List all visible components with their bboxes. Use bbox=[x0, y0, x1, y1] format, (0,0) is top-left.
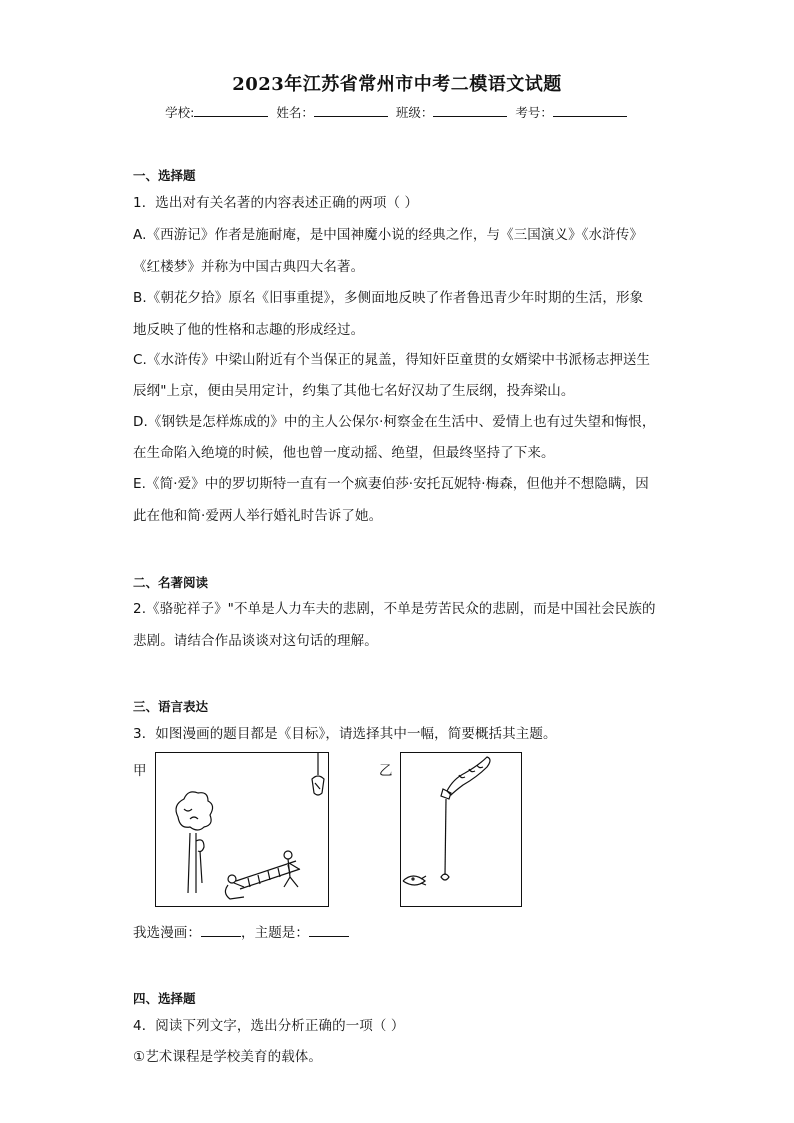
option-c-line2: 辰纲"上京，便由吴用定计，约集了其他七名好汉劫了生辰纲，投奔梁山。 bbox=[133, 383, 575, 399]
option-e-line2: 此在他和简·爱两人举行婚礼时告诉了她。 bbox=[133, 508, 383, 524]
page-title: 2023年江苏省常州市中考二模语文试题 bbox=[232, 74, 562, 95]
number-blank[interactable] bbox=[553, 103, 627, 117]
answer-line bbox=[133, 921, 349, 941]
name-blank[interactable] bbox=[314, 103, 388, 117]
question-1: 1．选出对有关名著的内容表述正确的两项（ ） bbox=[133, 195, 419, 211]
section-heading-2: 二、名著阅读 bbox=[133, 575, 209, 590]
question-2-line1: 2.《骆驼祥子》"不单是人力车夫的悲剧，不单是劳苦民众的悲剧，而是中国社会民族的 bbox=[133, 601, 656, 617]
class-label: 班级： bbox=[395, 105, 434, 120]
option-e-line1: E.《简·爱》中的罗切斯特一直有一个疯妻伯莎·安托瓦妮特·梅森，但他并不想隐瞒，因 bbox=[133, 476, 649, 492]
answer-theme-label: ，主题是： bbox=[241, 925, 309, 941]
option-b-line2: 地反映了他的性格和志趣的形成经过。 bbox=[133, 322, 365, 338]
student-info-row bbox=[0, 103, 794, 121]
cartoon-label-jia: 甲 bbox=[133, 763, 147, 779]
answer-theme-blank[interactable] bbox=[309, 924, 349, 937]
cartoon-yi bbox=[400, 752, 522, 907]
option-c-line1: C.《水浒传》中梁山附近有个当保正的晁盖，得知奸臣童贯的女婿梁中书派杨志押送生 bbox=[133, 352, 651, 368]
cartoon-label-yi: 乙 bbox=[379, 763, 393, 779]
question-2-line2: 悲剧。请结合作品谈谈对这句话的理解。 bbox=[133, 633, 378, 649]
number-label: 考号： bbox=[515, 105, 553, 120]
cartoon-yi-drawing bbox=[401, 753, 521, 906]
answer-choice-label: 我选漫画： bbox=[133, 925, 201, 941]
cartoon-jia bbox=[155, 752, 329, 907]
class-blank[interactable] bbox=[433, 103, 507, 117]
school-label: 学校: bbox=[165, 105, 195, 120]
option-b-line1: B.《朝花夕拾》原名《旧事重提》，多侧面地反映了作者鲁迅青少年时期的生活，形象 bbox=[133, 290, 644, 306]
name-label: 姓名： bbox=[276, 105, 314, 120]
question-3: 3．如图漫画的题目都是《目标》，请选择其中一幅，简要概括其主题。 bbox=[133, 726, 557, 742]
option-a-line2: 《红楼梦》并称为中国古典四大名著。 bbox=[133, 259, 365, 275]
option-d-line1: D.《钢铁是怎样炼成的》中的主人公保尔·柯察金在生活中、爱情上也有过失望和悔恨， bbox=[133, 414, 656, 430]
section-heading-3: 三、语言表达 bbox=[133, 699, 209, 714]
option-d-line2: 在生命陷入绝境的时候，他也曾一度动摇、绝望，但最终坚持了下来。 bbox=[133, 445, 555, 461]
option-a-line1: A.《西游记》作者是施耐庵，是中国神魔小说的经典之作，与《三国演义》《水浒传》 bbox=[133, 227, 643, 243]
question-4-sentence-1: ①艺术课程是学校美育的载体。 bbox=[133, 1049, 323, 1065]
school-blank[interactable] bbox=[194, 103, 268, 117]
section-heading-4: 四、选择题 bbox=[133, 991, 196, 1006]
question-4: 4．阅读下列文字，选出分析正确的一项（ ） bbox=[133, 1018, 405, 1034]
answer-choice-blank[interactable] bbox=[201, 924, 241, 937]
cartoon-jia-drawing bbox=[156, 753, 328, 906]
section-heading-1: 一、选择题 bbox=[133, 168, 196, 183]
